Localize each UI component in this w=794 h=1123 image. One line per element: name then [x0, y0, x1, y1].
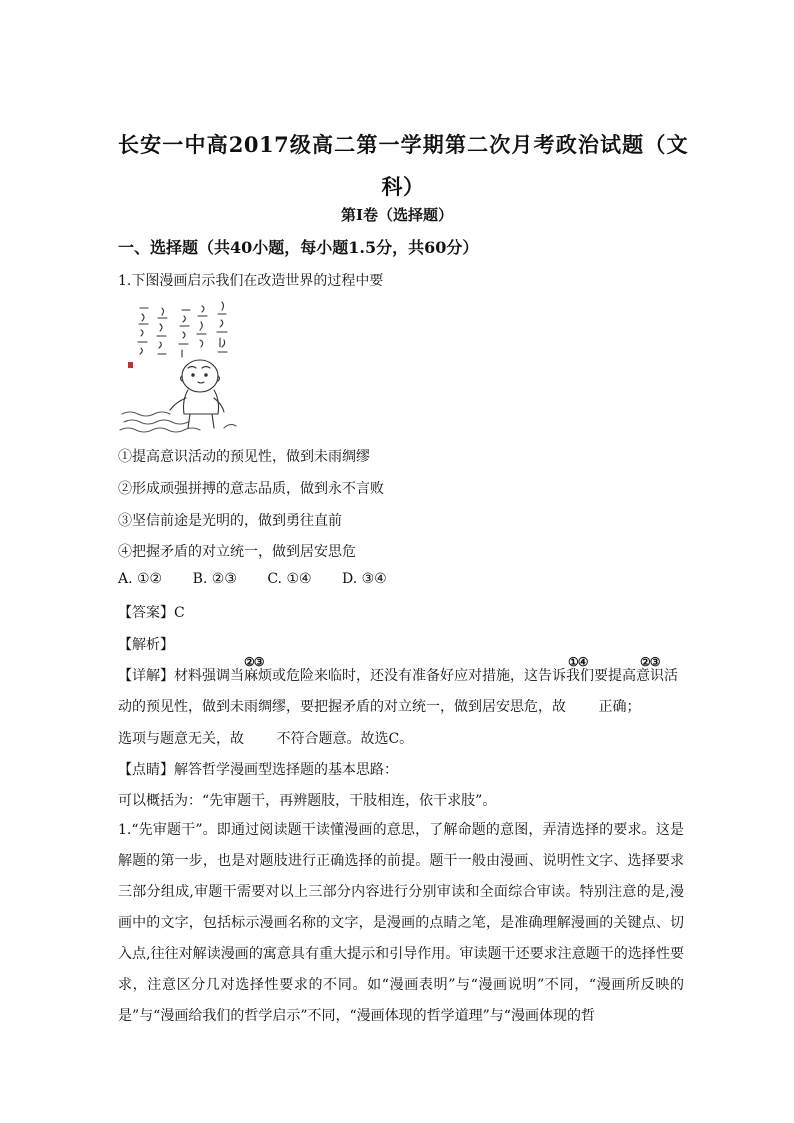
tips-paragraph: 1.“先审题干”。即通过阅读题干读懂漫画的意思，了解命题的意图，弄清选择的要求。这是解题的第一步，也是对题肢进行正确选择的前提。题干一般由漫画、说明性文字、选择要求三部分组成,审题干需要对以上三部分内容进行分别审读和全面综合审读。特别注意的是,漫画中的文字，包括标示漫画名称的文字，是漫画的点睛之笔，是准确理解漫画的关键点、切入点,往往对解读漫画的寓意具有重大提示和引导作用。审读题干还要求注意题干的选择性要求，注意区分几对选择性要求的不同。如“漫画表明”与“漫画说明”不同，“漫画所反映的是”与“漫画给我们的哲学启示”不同，“漫画体现的哲学道理”与“漫画体现的哲	[118, 822, 684, 1024]
question-item-1: ①提高意识活动的预见性，做到未雨绸缪	[118, 449, 370, 465]
option-a: A. ①②	[118, 571, 163, 587]
document-title: 长安一中高2017级高二第一学期第二次月考政治试题（文科）	[118, 132, 688, 199]
circled-numbers-c: ②③	[640, 655, 660, 669]
option-d: D. ③④	[342, 571, 387, 587]
question-item-4: ④把握矛盾的对立统一，做到居安思危	[118, 544, 356, 560]
circled-numbers-a: ②③	[244, 655, 264, 669]
detail-line-2: 动的预见性，做到未雨绸缪，要把握矛盾的对立统一，做到居安思危，故 正确；	[118, 699, 641, 715]
question-item-3: ③坚信前途是光明的，做到勇往直前	[118, 513, 342, 529]
question-stem: 1.下图漫画启示我们在改造世界的过程中要	[118, 273, 384, 289]
answer-options	[118, 571, 413, 587]
option-c: C. ①④	[267, 571, 312, 587]
circled-numbers-b: ①④	[568, 655, 588, 669]
detail-line-3: 选项与题意无关，故 不符合题意。故选C。	[118, 731, 414, 747]
section-heading: 一、选择题（共40小题，每小题1.5分，共60分）	[118, 238, 479, 257]
answer-line: 【答案】C	[118, 605, 185, 621]
detail-line-1: 【详解】材料强调当麻烦或危险来临时，还没有准备好应对措施，这告诉我们要提高意识活	[118, 668, 678, 684]
question-item-2: ②形成顽强拼搏的意志品质，做到永不言败	[118, 481, 384, 497]
seal-stamp	[128, 362, 133, 368]
part-title: 第I卷（选择题）	[340, 206, 454, 224]
option-b: B. ②③	[192, 571, 237, 587]
cartoon-illustration	[118, 296, 246, 438]
tips-summary: 可以概括为：“先审题干，再辨题肢，干肢相连，依干求肢”。	[118, 793, 497, 809]
analysis-label: 【解析】	[118, 637, 174, 653]
tips-label: 【点睛】解答哲学漫画型选择题的基本思路：	[118, 762, 398, 778]
